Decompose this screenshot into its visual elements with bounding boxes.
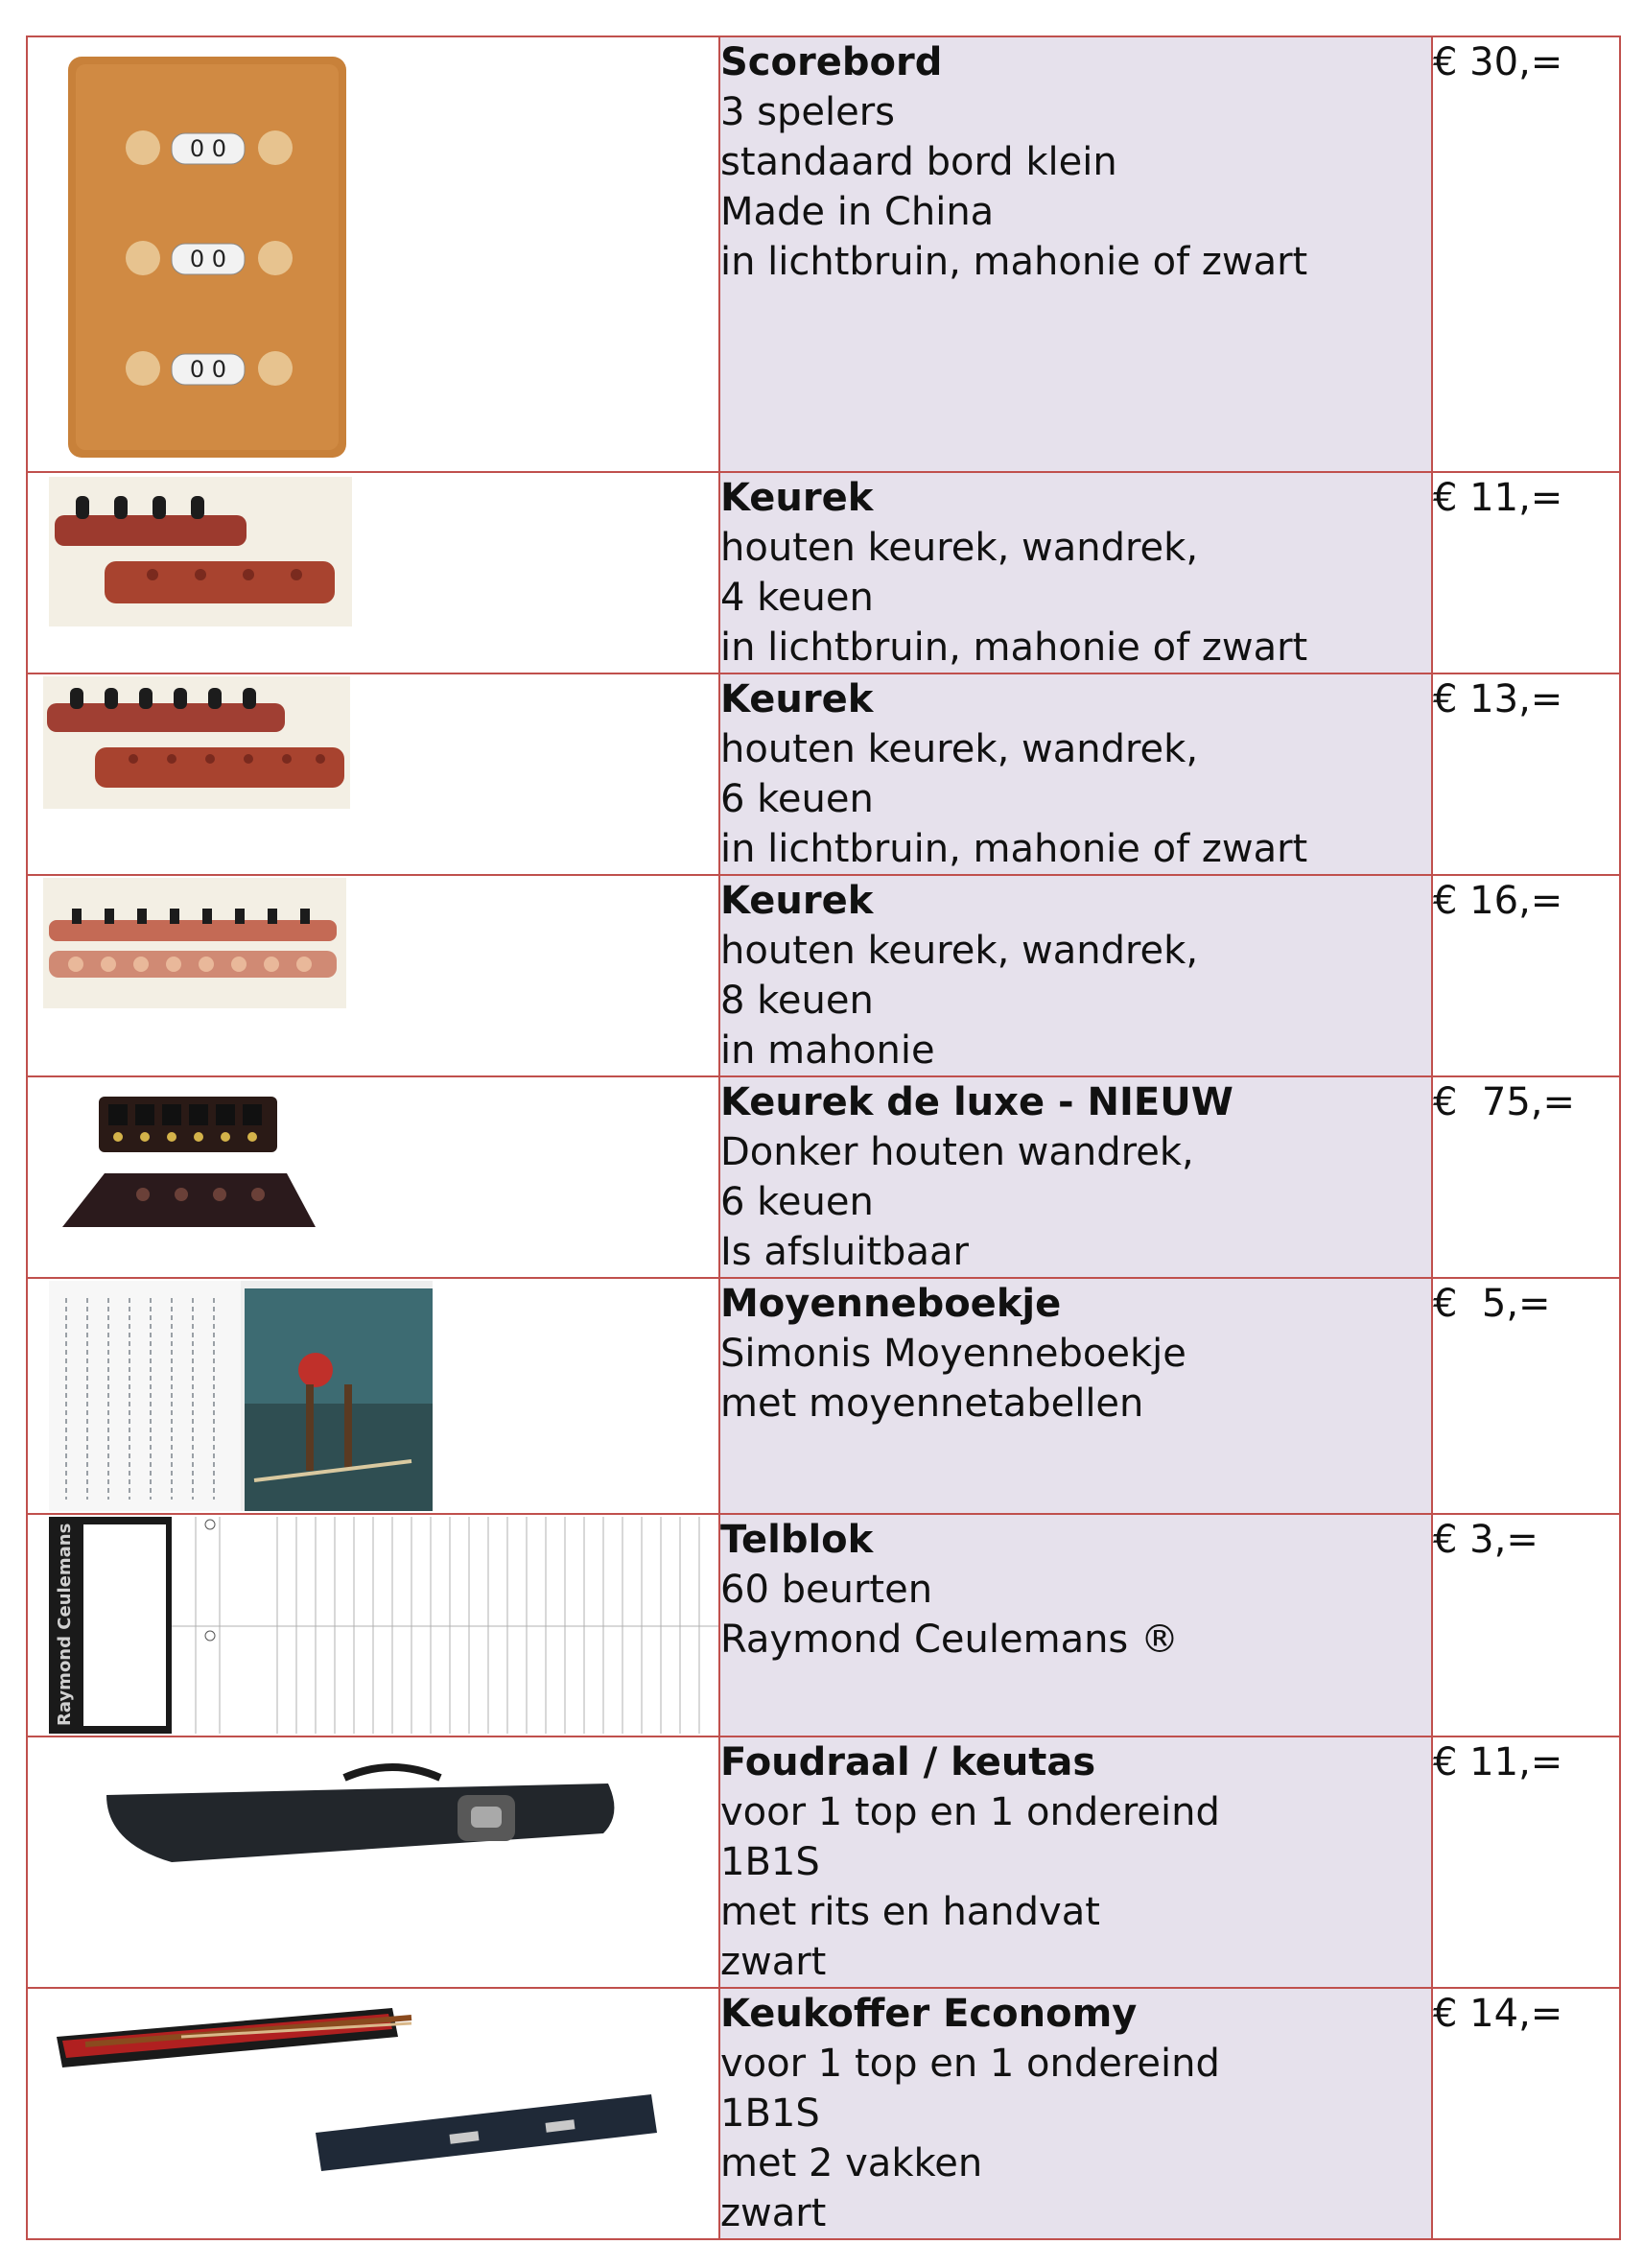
product-description	[719, 1736, 1432, 1988]
keurek-8-image	[28, 876, 718, 1074]
product-line: 4 keuen	[720, 576, 874, 620]
product-image-cell	[27, 36, 719, 472]
product-description	[719, 1076, 1432, 1278]
product-line: in mahonie	[720, 1028, 935, 1073]
product-price-cell	[1432, 1278, 1620, 1514]
product-line: met 2 vakken	[720, 2141, 983, 2185]
product-price-cell	[1432, 1988, 1620, 2239]
product-line: 3 spelers	[720, 90, 896, 134]
product-description	[719, 673, 1432, 875]
product-price: € 3,=	[1433, 1518, 1538, 1562]
product-description	[719, 875, 1432, 1076]
product-line: 60 beurten	[720, 1568, 933, 1612]
product-title: Foudraal / keutas	[720, 1740, 1096, 1784]
moyenneboekje-image	[28, 1279, 718, 1513]
product-description	[719, 1278, 1432, 1514]
product-row	[27, 875, 1620, 1076]
product-price: € 11,=	[1433, 476, 1563, 520]
product-row	[27, 472, 1620, 673]
product-line: Is afsluitbaar	[720, 1230, 969, 1274]
product-line: in lichtbruin, mahonie of zwart	[720, 626, 1308, 670]
product-line: Donker houten wandrek,	[720, 1130, 1194, 1174]
product-title: Moyenneboekje	[720, 1282, 1062, 1326]
svg-text:0 0: 0 0	[189, 135, 227, 162]
score-counter	[126, 241, 293, 275]
product-price-cell	[1432, 1076, 1620, 1278]
score-counter	[126, 130, 293, 165]
product-image-cell	[27, 1278, 719, 1514]
product-price: € 75,=	[1433, 1080, 1576, 1124]
product-price: € 5,=	[1433, 1282, 1551, 1326]
product-line: 6 keuen	[720, 777, 874, 821]
product-line: voor 1 top en 1 ondereind	[720, 1790, 1220, 1834]
product-row	[27, 1278, 1620, 1514]
product-line: 6 keuen	[720, 1180, 874, 1224]
product-line: houten keurek, wandrek,	[720, 727, 1199, 771]
svg-text:0 0: 0 0	[189, 356, 227, 383]
product-image-cell	[27, 1514, 719, 1736]
product-line: Simonis Moyenneboekje	[720, 1332, 1186, 1376]
product-image-cell	[27, 1076, 719, 1278]
product-description	[719, 1988, 1432, 2239]
product-price: € 30,=	[1433, 40, 1563, 84]
telblok-image	[28, 1515, 718, 1736]
product-price-cell	[1432, 36, 1620, 472]
product-table	[26, 35, 1621, 2240]
product-row	[27, 1736, 1620, 1988]
product-image-cell	[27, 673, 719, 875]
product-price-cell	[1432, 673, 1620, 875]
product-row	[27, 673, 1620, 875]
product-price-cell	[1432, 1514, 1620, 1736]
product-price: € 11,=	[1433, 1740, 1563, 1784]
product-title: Keurek de luxe - NIEUW	[720, 1080, 1233, 1124]
product-row	[27, 1076, 1620, 1278]
product-image-cell	[27, 472, 719, 673]
keurek-4-image	[28, 473, 718, 671]
score-counter	[126, 351, 293, 386]
product-image-cell	[27, 875, 719, 1076]
product-row	[27, 1988, 1620, 2239]
product-line: Raymond Ceulemans ®	[720, 1618, 1179, 1662]
product-price-cell	[1432, 472, 1620, 673]
scorebord-image	[28, 37, 718, 469]
product-line: met moyennetabellen	[720, 1382, 1144, 1426]
product-row	[27, 1514, 1620, 1736]
product-price-cell	[1432, 875, 1620, 1076]
product-line: in lichtbruin, mahonie of zwart	[720, 240, 1308, 284]
product-description	[719, 1514, 1432, 1736]
product-line: 1B1S	[720, 2091, 820, 2136]
product-title: Keurek	[720, 677, 874, 721]
product-line: Made in China	[720, 190, 995, 234]
product-line: met rits en handvat	[720, 1890, 1100, 1934]
keukoffer-image	[28, 1989, 718, 2236]
product-price: € 16,=	[1433, 879, 1563, 923]
product-title: Keukoffer Economy	[720, 1992, 1138, 2036]
product-title: Telblok	[720, 1518, 874, 1562]
product-line: 8 keuen	[720, 979, 874, 1023]
product-line: houten keurek, wandrek,	[720, 526, 1199, 570]
product-price-cell	[1432, 1736, 1620, 1988]
product-description	[719, 36, 1432, 472]
product-image-cell	[27, 1988, 719, 2239]
product-line: 1B1S	[720, 1840, 820, 1884]
product-title: Keurek	[720, 879, 874, 923]
product-image-cell	[27, 1736, 719, 1988]
product-line: houten keurek, wandrek,	[720, 929, 1199, 973]
product-description	[719, 472, 1432, 673]
product-line: zwart	[720, 1940, 827, 1984]
svg-text:Raymond Ceulemans: Raymond Ceulemans	[55, 1523, 75, 1726]
product-line: zwart	[720, 2191, 827, 2235]
foudraal-image	[28, 1737, 718, 1985]
product-title: Keurek	[720, 476, 874, 520]
keurek-deluxe-image	[28, 1077, 718, 1275]
product-line: voor 1 top en 1 ondereind	[720, 2042, 1220, 2086]
product-price: € 13,=	[1433, 677, 1563, 721]
product-row	[27, 36, 1620, 472]
keurek-6-image	[28, 674, 718, 872]
product-line: standaard bord klein	[720, 140, 1117, 184]
product-price: € 14,=	[1433, 1992, 1563, 2036]
product-title: Scorebord	[720, 40, 943, 84]
product-line: in lichtbruin, mahonie of zwart	[720, 827, 1308, 871]
svg-text:0 0: 0 0	[189, 246, 227, 272]
